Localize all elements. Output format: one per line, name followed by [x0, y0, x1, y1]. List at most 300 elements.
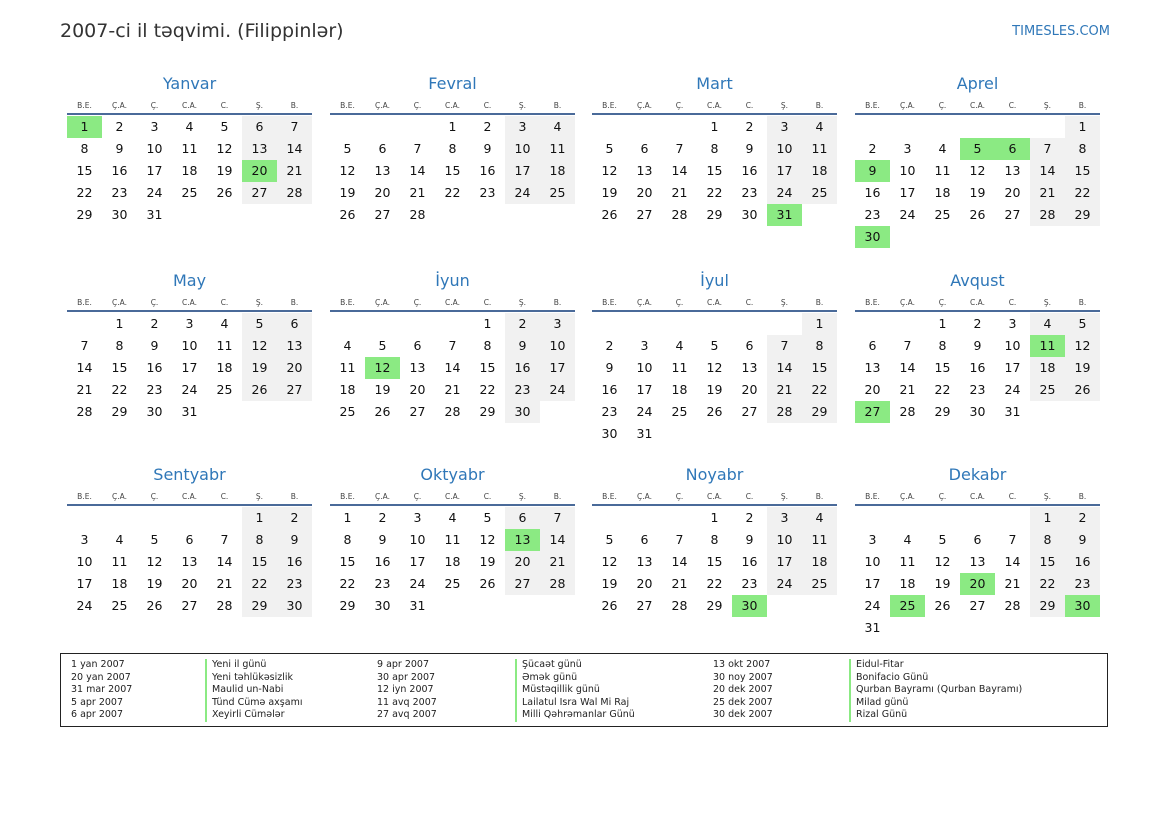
day-cell: 8 — [710, 141, 719, 156]
legend-holiday-name: Eidul-Fitar — [849, 659, 1022, 672]
legend-names-column — [205, 659, 302, 722]
day-cell: 17 — [409, 554, 426, 569]
day-cell: 12 — [339, 163, 356, 178]
day-cell: 28 — [409, 207, 426, 222]
day-cell: 2 — [505, 313, 540, 335]
day-cell: 30 — [111, 207, 128, 222]
day-cell: 24 — [146, 185, 163, 200]
day-cell: 9 — [745, 141, 754, 156]
day-cell: 9 — [745, 532, 754, 547]
weekday-label: Ş. — [1043, 101, 1052, 110]
day-cell: 29 — [76, 207, 93, 222]
day-cell: 25 — [111, 598, 128, 613]
day-cell: 15 — [802, 357, 837, 379]
weekday-label: Ç.A. — [374, 492, 390, 501]
day-cell: 22 — [339, 576, 356, 591]
day-cell: 6 — [185, 532, 194, 547]
day-cell: 6 — [973, 532, 982, 547]
day-cell: 26 — [601, 598, 618, 613]
day-cell: 18 — [671, 382, 688, 397]
day-cell: 16 — [505, 357, 540, 379]
day-cell: 10 — [767, 529, 802, 551]
day-cell: 14 — [899, 360, 916, 375]
holiday-day-cell: 9 — [855, 160, 890, 182]
day-cell: 1 — [802, 313, 837, 335]
day-cell: 10 — [899, 163, 916, 178]
day-cell: 6 — [242, 116, 277, 138]
day-cell: 19 — [706, 382, 723, 397]
day-cell: 15 — [339, 554, 356, 569]
day-cell: 15 — [76, 163, 93, 178]
day-cell: 10 — [540, 335, 575, 357]
day-cell: 18 — [216, 360, 233, 375]
day-cell: 25 — [802, 573, 837, 595]
day-cell: 15 — [479, 360, 496, 375]
day-cell: 20 — [1004, 185, 1021, 200]
legend-date: 30 noy 2007 — [713, 671, 773, 683]
day-cell: 31 — [409, 598, 426, 613]
holiday-legend — [60, 653, 1108, 727]
weekday-label: C.A. — [969, 298, 985, 307]
day-cell: 11 — [671, 360, 688, 375]
month-name: Fevral — [428, 74, 477, 93]
day-cell: 17 — [767, 160, 802, 182]
month-name: May — [172, 271, 207, 290]
day-cell: 7 — [220, 532, 229, 547]
day-cell: 16 — [277, 551, 312, 573]
day-cell: 4 — [448, 510, 457, 525]
day-cell: 4 — [540, 116, 575, 138]
day-cell: 23 — [277, 573, 312, 595]
day-cell: 8 — [343, 532, 352, 547]
day-cell: 18 — [1030, 357, 1065, 379]
weekday-header — [592, 101, 837, 113]
day-cell: 10 — [505, 138, 540, 160]
day-cell: 26 — [969, 207, 986, 222]
weekday-label: C. — [1008, 101, 1017, 110]
day-cell: 24 — [409, 576, 426, 591]
day-cell: 1 — [242, 507, 277, 529]
weekday-label: C.A. — [969, 101, 985, 110]
day-cell: 15 — [1065, 160, 1100, 182]
day-cell: 13 — [277, 335, 312, 357]
day-cell: 31 — [864, 620, 881, 635]
day-cell: 5 — [710, 338, 719, 353]
day-cell: 7 — [903, 338, 912, 353]
weekday-label: B. — [815, 298, 824, 307]
legend-holiday-name: Milad günü — [849, 697, 1022, 710]
day-cell: 3 — [540, 313, 575, 335]
day-cell: 27 — [181, 598, 198, 613]
weekday-header — [592, 492, 837, 504]
weekday-label: C. — [483, 492, 492, 501]
day-cell: 8 — [448, 141, 457, 156]
day-cell: 17 — [899, 185, 916, 200]
day-cell: 15 — [242, 551, 277, 573]
weekday-label: Ç. — [413, 101, 422, 110]
legend-date: 30 apr 2007 — [377, 671, 436, 683]
weekday-label: Ç. — [150, 298, 159, 307]
weekday-label: B. — [1078, 298, 1087, 307]
weekday-label: Ç. — [675, 298, 684, 307]
day-cell: 9 — [973, 338, 982, 353]
weekday-header — [330, 101, 575, 113]
weekday-label: Ç. — [150, 101, 159, 110]
day-cell: 13 — [636, 554, 653, 569]
day-cell: 4 — [938, 141, 947, 156]
holiday-day-cell: 12 — [365, 357, 400, 379]
day-cell: 28 — [1030, 204, 1065, 226]
day-cell: 1 — [448, 119, 457, 134]
day-cell: 28 — [671, 598, 688, 613]
weekday-label: C. — [745, 298, 754, 307]
day-cell: 16 — [969, 360, 986, 375]
day-cell: 25 — [540, 182, 575, 204]
day-cell: 23 — [374, 576, 391, 591]
weekday-label: Ç. — [938, 492, 947, 501]
day-cell: 23 — [146, 382, 163, 397]
legend-holiday-name: Maulid un-Nabi — [205, 684, 302, 697]
day-cell: 21 — [899, 382, 916, 397]
day-cell: 25 — [339, 404, 356, 419]
month-name: Yanvar — [162, 74, 217, 93]
day-cell: 20 — [409, 382, 426, 397]
weekday-label: Ç. — [150, 492, 159, 501]
day-cell: 19 — [969, 185, 986, 200]
header-rule — [67, 310, 312, 312]
day-cell: 28 — [277, 182, 312, 204]
day-cell: 24 — [505, 182, 540, 204]
weekday-label: C.A. — [706, 101, 722, 110]
day-cell: 20 — [741, 382, 758, 397]
day-cell: 23 — [479, 185, 496, 200]
day-cell: 15 — [706, 163, 723, 178]
legend-holiday-name: Lailatul Isra Wal Mi Raj — [515, 697, 635, 710]
day-cell: 4 — [903, 532, 912, 547]
day-cell: 31 — [1004, 404, 1021, 419]
day-cell: 3 — [505, 116, 540, 138]
day-cell: 29 — [479, 404, 496, 419]
day-cell: 8 — [938, 338, 947, 353]
day-cell: 5 — [605, 532, 614, 547]
month-name: Mart — [696, 74, 733, 93]
legend-holiday-name: Tünd Cümə axşamı — [205, 697, 302, 710]
weekday-label: Ç.A. — [111, 492, 127, 501]
weekday-label: Ç.A. — [111, 101, 127, 110]
day-cell: 19 — [601, 185, 618, 200]
day-cell: 26 — [374, 404, 391, 419]
day-cell: 25 — [934, 207, 951, 222]
page-title: 2007-ci il təqvimi. (Filippinlər) — [60, 20, 344, 42]
weekday-label: Ş. — [780, 101, 789, 110]
day-cell: 16 — [741, 163, 758, 178]
holiday-day-cell: 31 — [767, 204, 802, 226]
day-cell: 27 — [1004, 207, 1021, 222]
day-cell: 1 — [710, 510, 719, 525]
day-cell: 5 — [378, 338, 387, 353]
day-cell: 22 — [479, 382, 496, 397]
day-cell: 6 — [868, 338, 877, 353]
weekday-label: B. — [553, 298, 562, 307]
day-cell: 29 — [706, 598, 723, 613]
day-cell: 7 — [80, 338, 89, 353]
day-cell: 27 — [636, 207, 653, 222]
day-cell: 19 — [601, 576, 618, 591]
day-cell: 28 — [671, 207, 688, 222]
weekday-label: C. — [220, 492, 229, 501]
day-cell: 20 — [505, 551, 540, 573]
day-cell: 5 — [1065, 313, 1100, 335]
day-cell: 13 — [242, 138, 277, 160]
day-cell: 15 — [444, 163, 461, 178]
day-cell: 21 — [277, 160, 312, 182]
day-cell: 17 — [181, 360, 198, 375]
legend-date: 31 mar 2007 — [71, 684, 133, 696]
day-cell: 22 — [242, 573, 277, 595]
legend-date: 1 yan 2007 — [71, 659, 125, 670]
day-cell: 31 — [181, 404, 198, 419]
day-cell: 14 — [540, 529, 575, 551]
day-cell: 13 — [636, 163, 653, 178]
day-cell: 11 — [540, 138, 575, 160]
day-cell: 1 — [938, 316, 947, 331]
day-cell: 26 — [601, 207, 618, 222]
day-cell: 17 — [864, 576, 881, 591]
legend-holiday-name: Yeni il günü — [205, 659, 302, 672]
day-cell: 7 — [1008, 532, 1017, 547]
day-cell: 26 — [706, 404, 723, 419]
day-cell: 2 — [115, 119, 124, 134]
day-cell: 17 — [767, 551, 802, 573]
day-cell: 19 — [216, 163, 233, 178]
weekday-label: B.E. — [602, 101, 617, 110]
day-cell: 19 — [146, 576, 163, 591]
day-cell: 12 — [1065, 335, 1100, 357]
weekday-label: Ç. — [413, 298, 422, 307]
day-cell: 27 — [277, 379, 312, 401]
legend-names-column — [515, 659, 635, 722]
legend-holiday-name: Xeyirli Cümələr — [205, 709, 302, 722]
day-cell: 1 — [710, 119, 719, 134]
day-cell: 27 — [374, 207, 391, 222]
weekday-label: Ş. — [255, 101, 264, 110]
day-cell: 21 — [216, 576, 233, 591]
header-rule — [330, 504, 575, 506]
day-cell: 30 — [277, 595, 312, 617]
weekday-label: C.A. — [181, 492, 197, 501]
day-cell: 4 — [675, 338, 684, 353]
weekday-label: B. — [290, 492, 299, 501]
day-cell: 18 — [339, 382, 356, 397]
weekday-label: C.A. — [706, 492, 722, 501]
day-cell: 9 — [505, 335, 540, 357]
day-cell: 20 — [374, 185, 391, 200]
month-name: İyul — [700, 271, 729, 290]
legend-date: 25 dek 2007 — [713, 696, 773, 708]
day-cell: 8 — [115, 338, 124, 353]
day-cell: 15 — [1030, 551, 1065, 573]
day-cell: 6 — [378, 141, 387, 156]
day-cell: 22 — [76, 185, 93, 200]
day-cell: 23 — [741, 185, 758, 200]
weekday-label: B.E. — [77, 492, 92, 501]
day-cell: 27 — [242, 182, 277, 204]
day-cell: 29 — [1030, 595, 1065, 617]
day-cell: 7 — [540, 507, 575, 529]
day-cell: 25 — [444, 576, 461, 591]
month-name: Sentyabr — [153, 465, 226, 484]
day-cell: 10 — [76, 554, 93, 569]
day-cell: 3 — [640, 338, 649, 353]
weekday-label: B. — [290, 101, 299, 110]
day-cell: 19 — [242, 357, 277, 379]
site-link[interactable]: TIMESLES.COM — [1012, 24, 1110, 39]
weekday-label: B. — [1078, 492, 1087, 501]
day-cell: 13 — [374, 163, 391, 178]
day-cell: 1 — [1030, 507, 1065, 529]
weekday-label: B. — [1078, 101, 1087, 110]
day-cell: 17 — [1004, 360, 1021, 375]
legend-date: 5 apr 2007 — [71, 696, 124, 708]
weekday-header — [67, 298, 312, 310]
day-cell: 20 — [181, 576, 198, 591]
weekday-label: Ç.A. — [111, 298, 127, 307]
day-cell: 5 — [483, 510, 492, 525]
day-cell: 5 — [242, 313, 277, 335]
day-cell: 3 — [767, 116, 802, 138]
legend-date: 30 dek 2007 — [713, 709, 773, 721]
month-name: İyun — [435, 271, 470, 290]
weekday-label: Ç. — [675, 101, 684, 110]
day-cell: 3 — [868, 532, 877, 547]
day-cell: 29 — [934, 404, 951, 419]
day-cell: 5 — [150, 532, 159, 547]
day-cell: 10 — [864, 554, 881, 569]
day-cell: 2 — [745, 119, 754, 134]
day-cell: 8 — [802, 335, 837, 357]
weekday-label: Ş. — [1043, 492, 1052, 501]
day-cell: 1 — [1065, 116, 1100, 138]
day-cell: 24 — [767, 182, 802, 204]
header-rule — [330, 310, 575, 312]
day-cell: 11 — [899, 554, 916, 569]
day-cell: 6 — [413, 338, 422, 353]
weekday-label: B.E. — [865, 492, 880, 501]
day-cell: 14 — [409, 163, 426, 178]
day-cell: 14 — [671, 163, 688, 178]
header-rule — [67, 113, 312, 115]
legend-date: 27 avq 2007 — [377, 709, 437, 721]
weekday-label: Ç.A. — [899, 298, 915, 307]
holiday-day-cell: 5 — [960, 138, 995, 160]
day-cell: 24 — [767, 573, 802, 595]
weekday-label: C. — [220, 298, 229, 307]
weekday-label: Ç.A. — [636, 492, 652, 501]
weekday-label: C.A. — [444, 492, 460, 501]
day-cell: 22 — [1030, 573, 1065, 595]
day-cell: 29 — [802, 401, 837, 423]
day-cell: 24 — [181, 382, 198, 397]
day-cell: 23 — [864, 207, 881, 222]
legend-holiday-name: Milli Qəhrəmanlar Günü — [515, 709, 635, 722]
day-cell: 30 — [505, 401, 540, 423]
day-cell: 21 — [767, 379, 802, 401]
day-cell: 28 — [1004, 598, 1021, 613]
weekday-label: Ş. — [518, 492, 527, 501]
day-cell: 8 — [1065, 138, 1100, 160]
day-cell: 6 — [640, 141, 649, 156]
legend-date: 9 apr 2007 — [377, 659, 430, 670]
weekday-label: B. — [553, 101, 562, 110]
weekday-label: B.E. — [602, 492, 617, 501]
weekday-label: C.A. — [181, 101, 197, 110]
legend-date: 6 apr 2007 — [71, 709, 124, 721]
day-cell: 7 — [448, 338, 457, 353]
day-cell: 10 — [181, 338, 198, 353]
day-cell: 30 — [146, 404, 163, 419]
header-rule — [855, 504, 1100, 506]
day-cell: 21 — [1004, 576, 1021, 591]
day-cell: 28 — [767, 401, 802, 423]
day-cell: 16 — [479, 163, 496, 178]
day-cell: 3 — [413, 510, 422, 525]
month-name: Dekabr — [948, 465, 1007, 484]
day-cell: 26 — [242, 379, 277, 401]
header-rule — [67, 504, 312, 506]
day-cell: 12 — [601, 163, 618, 178]
day-cell: 27 — [741, 404, 758, 419]
day-cell: 10 — [146, 141, 163, 156]
day-cell: 9 — [378, 532, 387, 547]
day-cell: 27 — [636, 598, 653, 613]
day-cell: 13 — [409, 360, 426, 375]
day-cell: 17 — [76, 576, 93, 591]
day-cell: 18 — [934, 185, 951, 200]
weekday-label: Ç.A. — [636, 101, 652, 110]
day-cell: 5 — [605, 141, 614, 156]
day-cell: 13 — [969, 554, 986, 569]
weekday-label: C.A. — [181, 298, 197, 307]
day-cell: 13 — [181, 554, 198, 569]
header-rule — [855, 310, 1100, 312]
day-cell: 12 — [146, 554, 163, 569]
day-cell: 31 — [636, 426, 653, 441]
day-cell: 20 — [277, 357, 312, 379]
weekday-header — [67, 492, 312, 504]
month-name: Avqust — [950, 271, 1005, 290]
holiday-day-cell: 13 — [505, 529, 540, 551]
day-cell: 20 — [864, 382, 881, 397]
weekday-label: Ş. — [1043, 298, 1052, 307]
header-rule — [330, 113, 575, 115]
header-rule — [592, 113, 837, 115]
weekday-label: C.A. — [706, 298, 722, 307]
weekday-label: Ş. — [518, 298, 527, 307]
day-cell: 22 — [444, 185, 461, 200]
day-cell: 7 — [277, 116, 312, 138]
day-cell: 25 — [1030, 379, 1065, 401]
day-cell: 14 — [1030, 160, 1065, 182]
weekday-header — [855, 492, 1100, 504]
month-name: Oktyabr — [420, 465, 485, 484]
day-cell: 5 — [938, 532, 947, 547]
day-cell: 25 — [671, 404, 688, 419]
weekday-label: C. — [745, 492, 754, 501]
day-cell: 22 — [934, 382, 951, 397]
day-cell: 9 — [150, 338, 159, 353]
day-cell: 4 — [802, 116, 837, 138]
day-cell: 23 — [969, 382, 986, 397]
